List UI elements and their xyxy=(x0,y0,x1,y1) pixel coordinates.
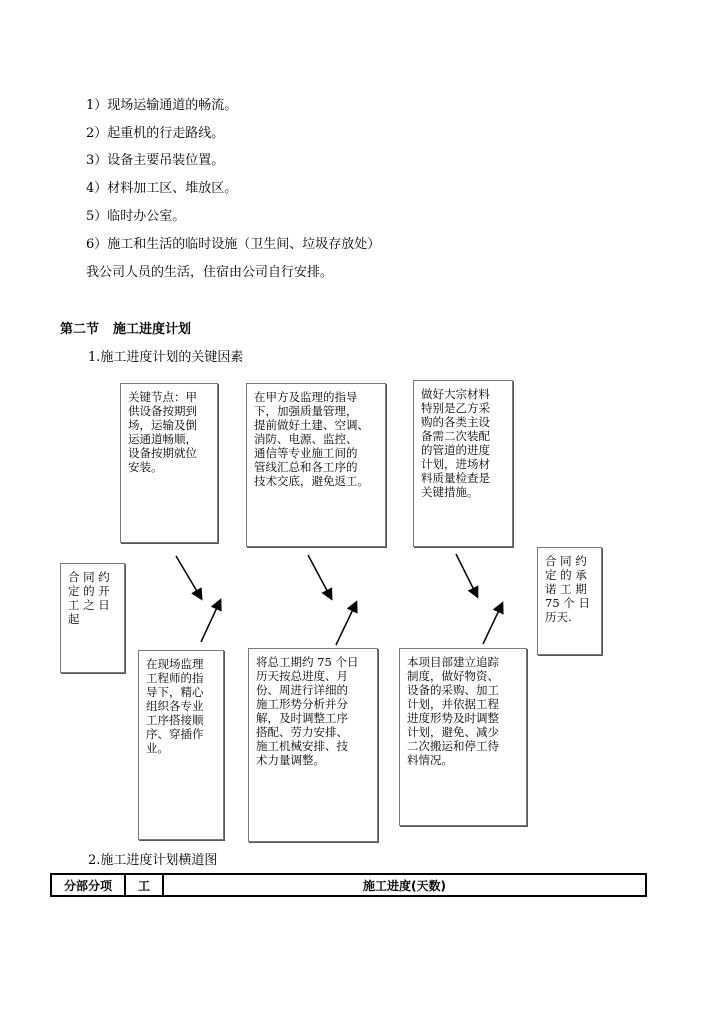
arrow-up-3 xyxy=(483,604,502,644)
arrow-down-2 xyxy=(308,555,331,598)
diagram-top-box-1: 关键节点：甲 供设备按期到 场，运输及倒 运通道畅顺， 设备按期就位 安装。 xyxy=(120,383,218,543)
list-item: 1）现场运输通道的畅流。 xyxy=(86,98,238,113)
diagram-bottom-box-1: 在现场监理 工程师的指 导下，精心 组织各专业 工序搭接顺 序、穿插作 业。 xyxy=(138,650,224,840)
diagram-top-box-3: 做好大宗材料 特别是乙方采 购的各类主设 备需二次装配 的管道的进度 计划，进场材 料质量检查是 关键措施。 xyxy=(413,380,513,547)
gantt-col-work: 工 xyxy=(125,874,163,896)
section-title: 施工进度计划 xyxy=(113,322,192,337)
arrow-down-1 xyxy=(176,556,201,598)
subheading-key-factors: 1.施工进度计划的关键因素 xyxy=(88,350,244,365)
gantt-table-header xyxy=(50,873,647,897)
diagram-end-box: 合 同 约 定 的 承 诺 工 期 75 个 日 历天. xyxy=(537,547,602,655)
note-text: 我公司人员的生活，住宿由公司自行安排。 xyxy=(86,265,334,280)
arrow-up-2 xyxy=(336,603,356,645)
list-item: 6）施工和生活的临时设施（卫生间、垃圾存放处） xyxy=(86,237,381,252)
gantt-col-progress: 施工进度(天数) xyxy=(163,874,646,896)
list-item: 3）设备主要吊装位置。 xyxy=(86,153,225,168)
section-number: 第二节 xyxy=(60,322,100,337)
arrow-up-1 xyxy=(201,601,220,642)
list-item: 5）临时办公室。 xyxy=(86,209,186,224)
gantt-col-item: 分部分项 xyxy=(51,874,125,896)
list-item: 4）材料加工区、堆放区。 xyxy=(86,181,238,196)
subheading-gantt: 2.施工进度计划横道图 xyxy=(88,853,218,868)
diagram-bottom-box-2: 将总工期约 75 个日 历天按总进度、月 份、周进行详细的 施工形势分析并分 解，及时调整工序 搭配、劳力安排、 施工机械安排、技 术力量调整。 xyxy=(248,648,378,842)
arrow-down-3 xyxy=(456,554,477,596)
diagram-bottom-box-3: 本项目部建立追踪 制度，做好物资、 设备的采购、加工 计划，并依据工程 进度形势及时调整 计划，避免、减少 二次搬运和停工待 料情况。 xyxy=(399,648,527,826)
diagram-top-box-2: 在甲方及监理的指导 下，加强质量管理， 提前做好土建、空调、 消防、电源、监控、 通信等专业施工间的 管线汇总和各工序的 技术交底，避免返工。 xyxy=(246,383,386,547)
diagram-start-box: 合 同 约 定 的 开 工 之 日 起 xyxy=(60,563,125,673)
list-item: 2）起重机的行走路线。 xyxy=(86,126,225,141)
